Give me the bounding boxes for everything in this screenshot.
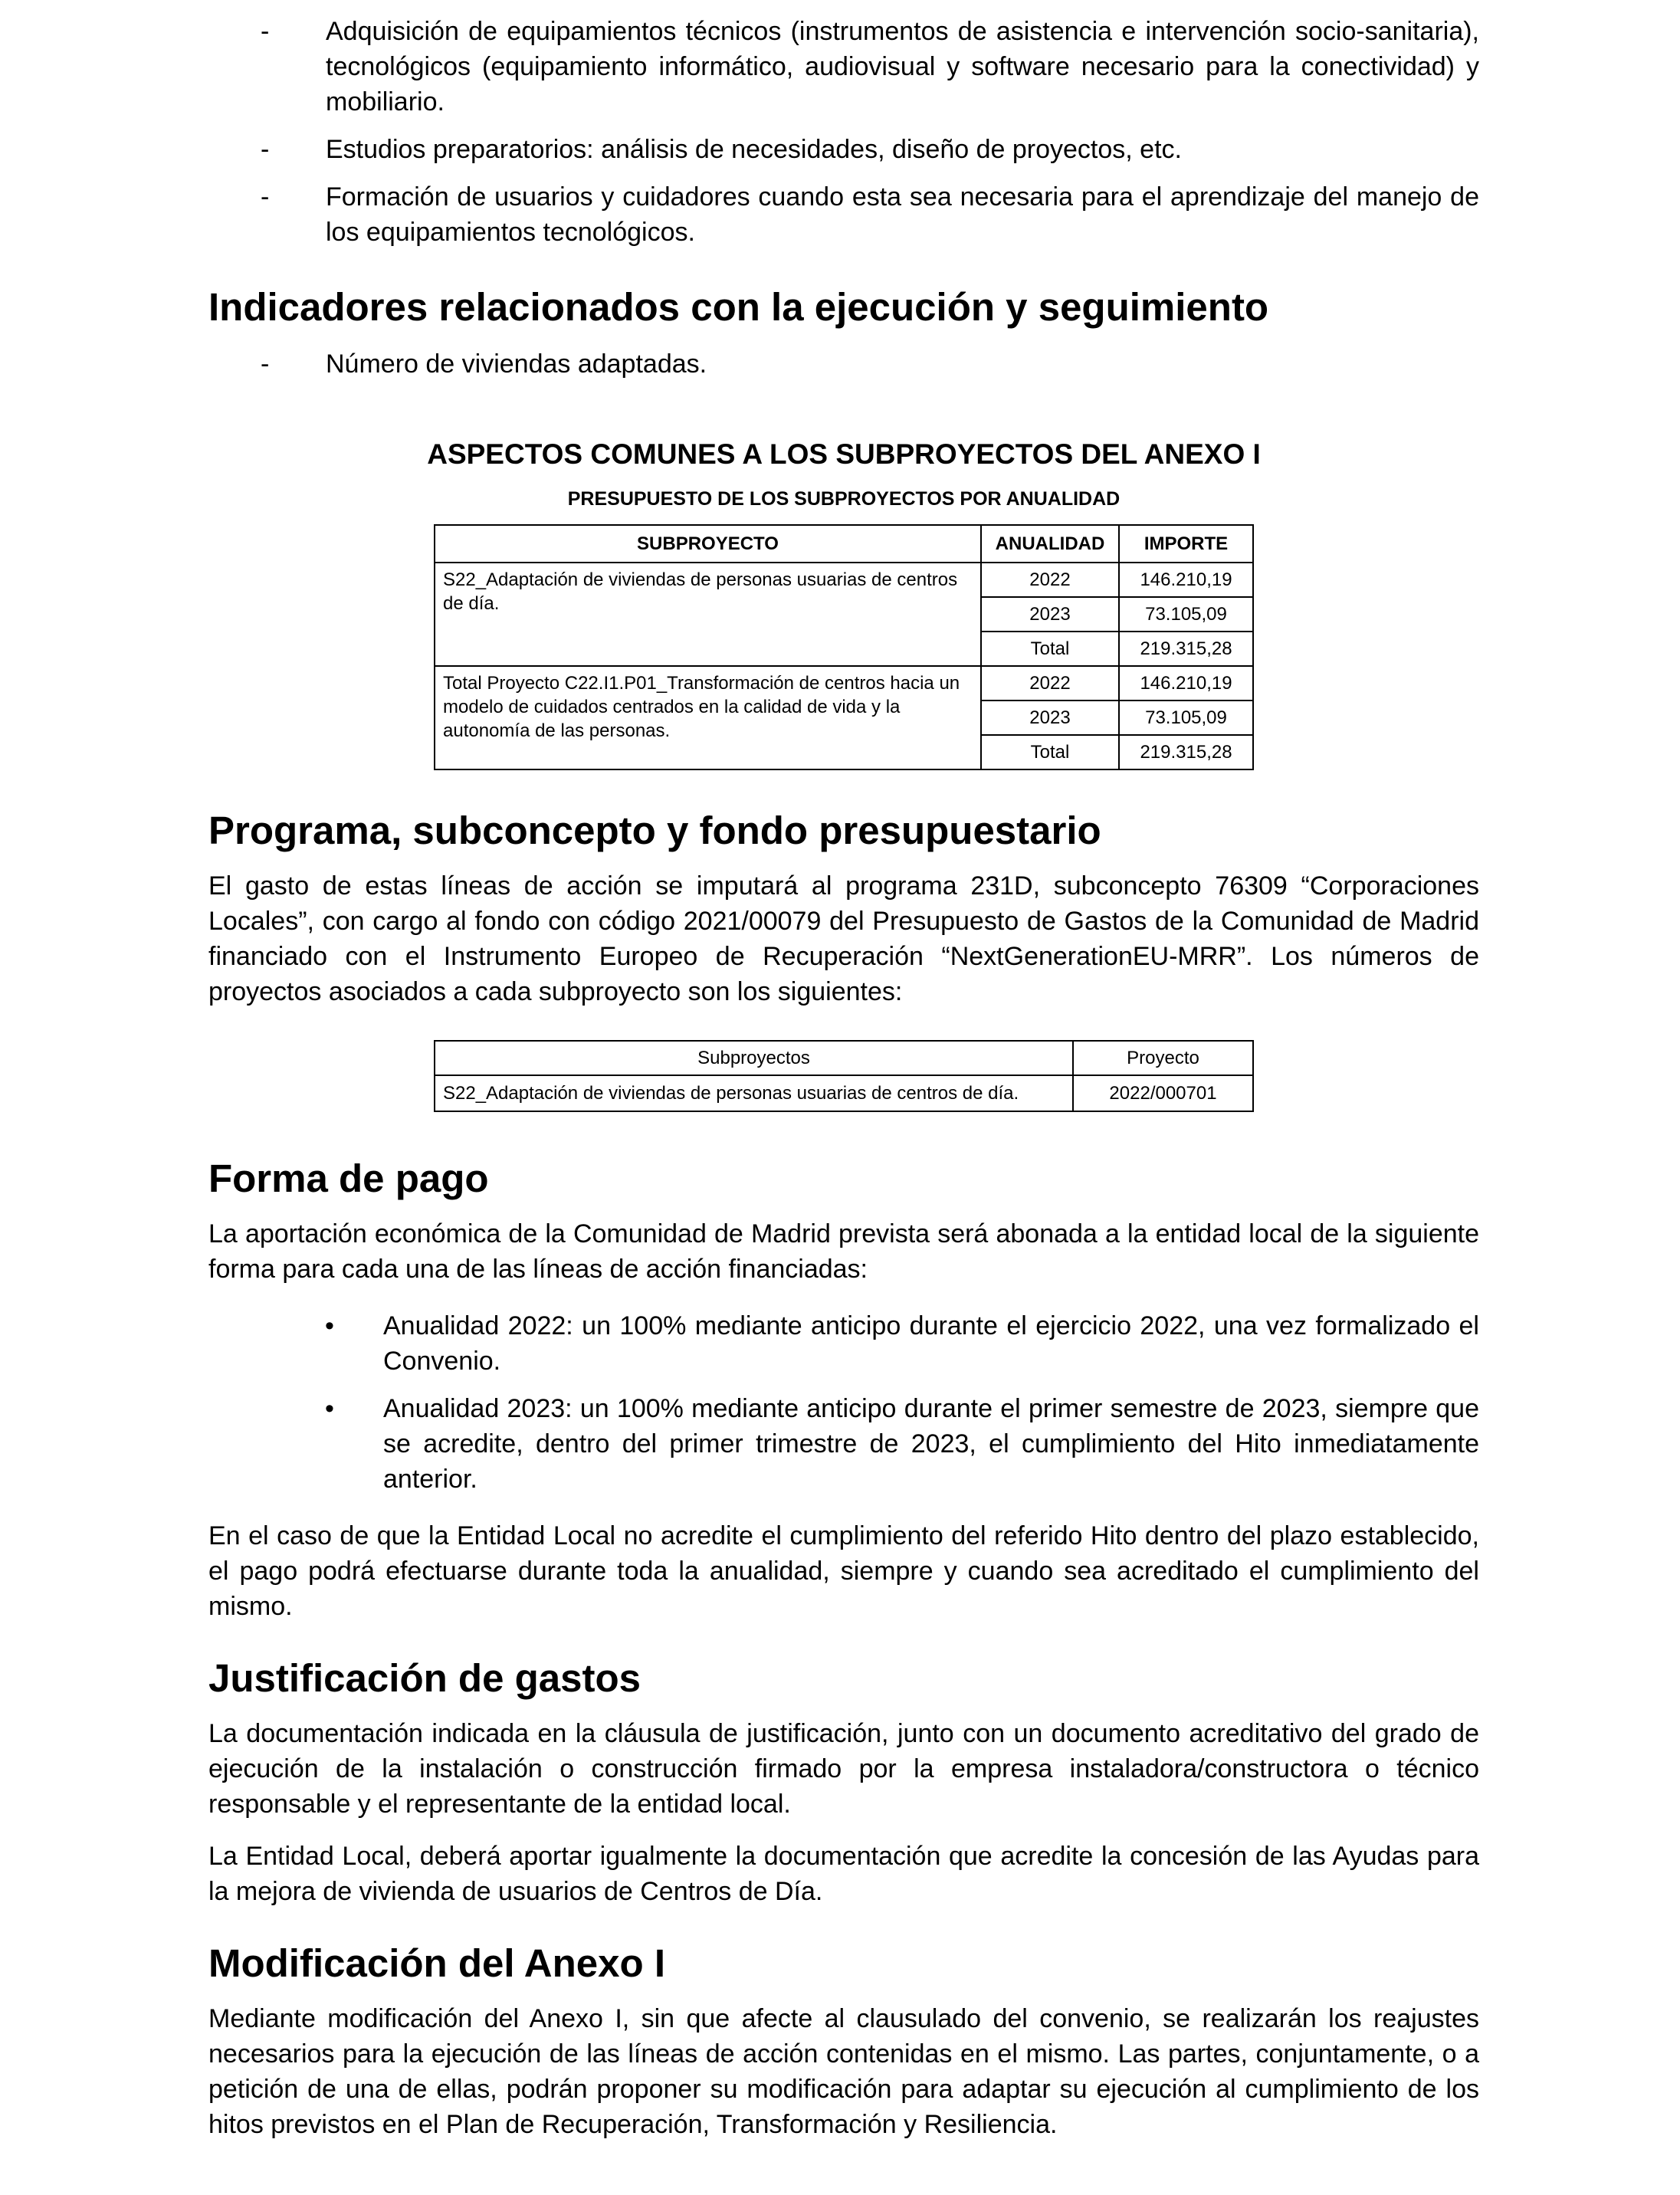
intro-bullet-text-2: Estudios preparatorios: análisis de necesidades, diseño de proyectos, etc. bbox=[326, 135, 1182, 164]
budget-amount-cell: 146.210,19 bbox=[1119, 666, 1253, 700]
dot-bullet-marker: • bbox=[325, 1394, 334, 1423]
modification-paragraph: Mediante modificación del Anexo I, sin que afecte al clausulado del convenio, se realizarán los reajustes necesarios para la ejecución de las líneas de acción contenidas en el mismo. Las partes, conjuntamente, o a petición de una de ellas, podrán proponer su modificación para adaptar su ejecución al cumplimiento de los hitos previstos en el Plan de Recuperación, Transformación y Resiliencia. bbox=[208, 2004, 1479, 2139]
intro-bullet-text-3: Formación de usuarios y cuidadores cuando esta sea necesaria para el aprendizaje del manejo de los equipamientos tecnológicos. bbox=[326, 182, 1479, 247]
project-table-row bbox=[435, 1075, 1253, 1111]
budget-table bbox=[434, 524, 1254, 770]
payment-bullet-text-2: Anualidad 2023: un 100% mediante anticipo durante el primer semestre de 2023, siempre que se acredite, dentro del primer trimestre de 2023, el cumplimiento del Hito inmediatamente anterior. bbox=[383, 1394, 1479, 1494]
budget-header-subproyecto: SUBPROYECTO bbox=[435, 525, 981, 563]
justification-paragraph-1: La documentación indicada en la cláusula de justificación, junto con un documento acreditativo del grado de ejecución de la instalación o construcción firmado por la empresa instaladora/constructora o técnico responsable y el representante de la entidad local. bbox=[208, 1719, 1479, 1819]
budget-year-cell: Total bbox=[981, 735, 1119, 769]
intro-bullet-item-2 bbox=[208, 132, 1479, 167]
intro-bullet-item-3 bbox=[208, 179, 1479, 250]
indicator-bullet-text: Número de viviendas adaptadas. bbox=[326, 349, 707, 379]
budget-table-row bbox=[435, 563, 1253, 597]
dash-bullet-marker: - bbox=[261, 17, 270, 46]
annex-title: ASPECTOS COMUNES A LOS SUBPROYECTOS DEL ANEXO I bbox=[427, 438, 1261, 470]
dot-bullet-marker: • bbox=[325, 1311, 334, 1340]
budget-subproject-cell-2: Total Proyecto C22.I1.P01_Transformación de centros hacia un modelo de cuidados centrados en la calidad de vida y la autonomía de las personas. bbox=[435, 666, 981, 769]
intro-bullet-list bbox=[208, 14, 1479, 250]
budget-amount-cell: 73.105,09 bbox=[1119, 597, 1253, 632]
budget-amount-cell: 219.315,28 bbox=[1119, 735, 1253, 769]
justification-paragraph-2: La Entidad Local, deberá aportar igualmente la documentación que acredite la concesión de las Ayudas para la mejora de vivienda de usuarios de Centros de Día. bbox=[208, 1842, 1479, 1906]
project-table bbox=[434, 1040, 1254, 1112]
indicator-bullet-item bbox=[208, 346, 1479, 382]
budget-table-row bbox=[435, 666, 1253, 700]
heading-forma-de-pago: Forma de pago bbox=[208, 1157, 489, 1200]
dash-bullet-marker: - bbox=[261, 349, 270, 379]
budget-year-cell: 2022 bbox=[981, 666, 1119, 700]
heading-justificacion: Justificación de gastos bbox=[208, 1656, 641, 1700]
project-subproject-cell: S22_Adaptación de viviendas de personas usuarias de centros de día. bbox=[435, 1075, 1073, 1111]
budget-year-cell: Total bbox=[981, 632, 1119, 666]
budget-amount-cell: 219.315,28 bbox=[1119, 632, 1253, 666]
project-table-header-row bbox=[435, 1041, 1253, 1075]
annex-subtitle: PRESUPUESTO DE LOS SUBPROYECTOS POR ANUALIDAD bbox=[567, 488, 1121, 510]
project-header-proyecto: Proyecto bbox=[1073, 1041, 1253, 1075]
budget-header-anualidad: ANUALIDAD bbox=[981, 525, 1119, 563]
project-code-cell: 2022/000701 bbox=[1073, 1075, 1253, 1111]
payment-bullet-text-1: Anualidad 2022: un 100% mediante anticipo durante el ejercicio 2022, una vez formalizado el Convenio. bbox=[383, 1311, 1479, 1376]
heading-modificacion: Modificación del Anexo I bbox=[208, 1941, 666, 1985]
program-paragraph: El gasto de estas líneas de acción se imputará al programa 231D, subconcepto 76309 “Corporaciones Locales”, con cargo al fondo con código 2021/00079 del Presupuesto de Gastos de la Comunidad de Madrid financiado con el Instrumento Europeo de Recuperación “NextGenerationEU-MRR”. Los números de proyectos asociados a cada subproyecto son los siguientes: bbox=[208, 871, 1479, 1006]
budget-subproject-cell-1: S22_Adaptación de viviendas de personas usuarias de centros de día. bbox=[435, 563, 981, 666]
budget-year-cell: 2023 bbox=[981, 700, 1119, 735]
budget-amount-cell: 146.210,19 bbox=[1119, 563, 1253, 597]
budget-header-importe: IMPORTE bbox=[1119, 525, 1253, 563]
dash-bullet-marker: - bbox=[261, 135, 270, 164]
heading-programa: Programa, subconcepto y fondo presupuestario bbox=[208, 809, 1101, 852]
payment-bullet-item-1 bbox=[208, 1308, 1479, 1379]
heading-indicadores: Indicadores relacionados con la ejecución y seguimiento bbox=[208, 285, 1269, 329]
payment-intro-paragraph: La aportación económica de la Comunidad de Madrid prevista será abonada a la entidad local de la siguiente forma para cada una de las líneas de acción financiadas: bbox=[208, 1219, 1479, 1284]
payment-bullet-item-2 bbox=[208, 1391, 1479, 1497]
dash-bullet-marker: - bbox=[261, 182, 270, 212]
budget-amount-cell: 73.105,09 bbox=[1119, 700, 1253, 735]
project-header-subproyectos: Subproyectos bbox=[435, 1041, 1073, 1075]
budget-year-cell: 2023 bbox=[981, 597, 1119, 632]
intro-bullet-item-1 bbox=[208, 14, 1479, 120]
payment-outro-paragraph: En el caso de que la Entidad Local no acredite el cumplimiento del referido Hito dentro del plazo establecido, el pago podrá efectuarse durante toda la anualidad, siempre y cuando sea acreditado el cumplimiento del mismo. bbox=[208, 1521, 1479, 1621]
budget-year-cell: 2022 bbox=[981, 563, 1119, 597]
intro-bullet-text-1: Adquisición de equipamientos técnicos (instrumentos de asistencia e intervención socio-sanitaria), tecnológicos (equipamiento informático, audiovisual y software necesario para la conectividad) y mobiliario. bbox=[326, 17, 1479, 116]
budget-table-header-row bbox=[435, 525, 1253, 563]
